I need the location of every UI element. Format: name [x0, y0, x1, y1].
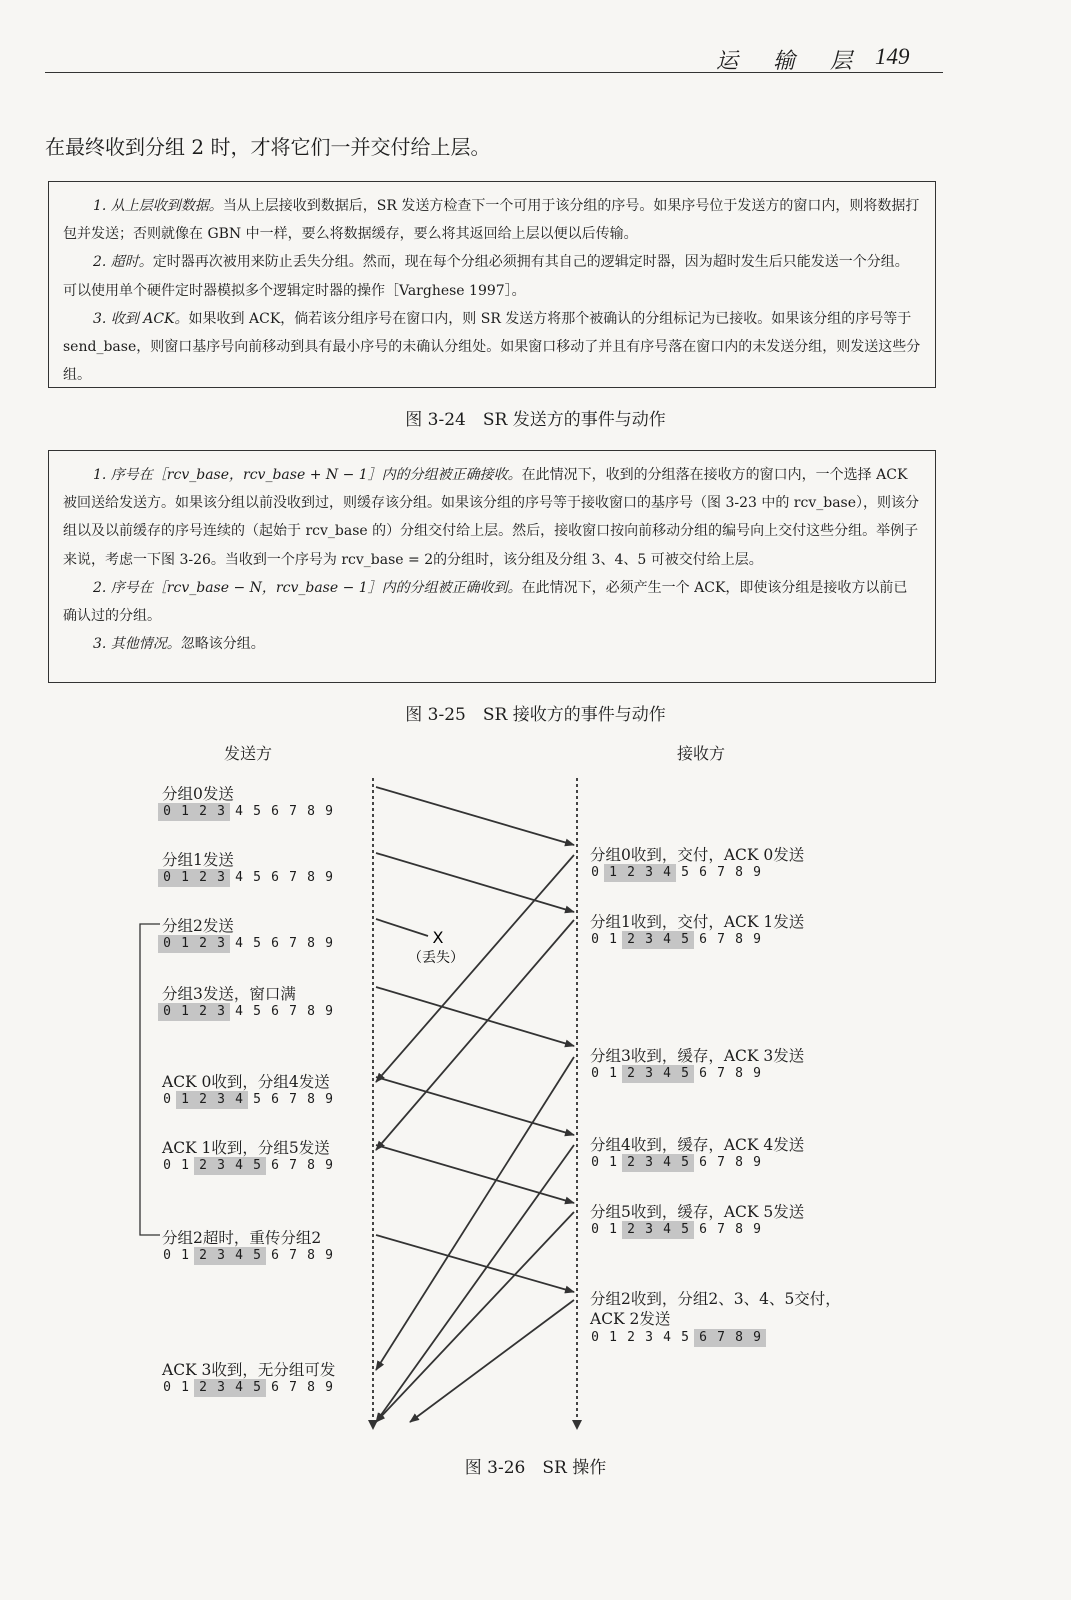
sequence-number: 8	[735, 1155, 743, 1170]
sequence-number: 1	[176, 1003, 194, 1021]
sequence-number: 0	[158, 869, 176, 887]
sequence-number: 4	[235, 1004, 243, 1019]
sequence-number: 1	[176, 803, 194, 821]
sequence-number: 9	[325, 1004, 333, 1019]
sequence-number: 4	[663, 1330, 671, 1345]
receiver-event-label: 分组2收到，分组2、3、4、5交付，	[590, 1290, 841, 1308]
timeout-bracket	[140, 924, 160, 1235]
receiver-sequence-window	[586, 1221, 766, 1239]
sequence-number: 9	[325, 804, 333, 819]
loss-label: （丢失）	[408, 950, 464, 966]
sequence-number: 8	[307, 1004, 315, 1019]
sender-sequence-window	[158, 1379, 338, 1397]
sequence-number: 6	[699, 1066, 707, 1081]
ack-1-arrow	[376, 920, 574, 1150]
receiver-event-label: 分组5收到，缓存，ACK 5发送	[590, 1203, 805, 1221]
data-packet-0-arrow	[376, 787, 574, 845]
receiver-sequence-window	[586, 1065, 766, 1083]
receiver-event-3-heading: 3. 其他情况。	[93, 636, 181, 653]
sequence-number: 2	[627, 1330, 635, 1345]
sequence-number: 5	[681, 865, 689, 880]
sequence-number: 5	[676, 1221, 694, 1239]
sequence-number: 1	[176, 1091, 194, 1109]
sequence-number: 4	[230, 1091, 248, 1109]
sender-event-3-heading: 3. 收到 ACK。	[93, 310, 189, 327]
sequence-number: 3	[212, 1379, 230, 1397]
page-number: 149	[875, 44, 910, 69]
receiver-event-label-line2: ACK 2发送	[590, 1310, 671, 1328]
sequence-number: 1	[609, 1222, 617, 1237]
sender-event-label: ACK 1收到，分组5发送	[162, 1139, 330, 1157]
sequence-number: 2	[622, 1154, 640, 1172]
sender-sequence-window	[158, 869, 338, 887]
sequence-number: 9	[325, 1158, 333, 1173]
sequence-number: 6	[699, 1155, 707, 1170]
sender-sequence-window	[158, 803, 338, 821]
sequence-number: 1	[609, 932, 617, 947]
receiver-column-title: 接收方	[677, 744, 726, 763]
sequence-number: 3	[640, 864, 658, 882]
sequence-number: 4	[658, 1065, 676, 1083]
sequence-number: 9	[753, 1222, 761, 1237]
sequence-number: 7	[289, 1158, 297, 1173]
sequence-number: 1	[609, 1330, 617, 1345]
sequence-number: 2	[194, 803, 212, 821]
sequence-number: 7	[289, 1092, 297, 1107]
receiver-event-2-text: 在此情况下，必须产生一个 ACK，即使该分组是接收方以前已确认过的分组。	[63, 579, 908, 625]
sequence-number: 5	[253, 804, 261, 819]
sender-event-label: ACK 3收到，无分组可发	[162, 1361, 336, 1379]
sequence-number: 8	[735, 1066, 743, 1081]
sequence-number: 4	[658, 931, 676, 949]
sequence-number: 2	[194, 1003, 212, 1021]
sequence-number: 8	[307, 1158, 315, 1173]
running-header-title: 运 输 层	[716, 49, 866, 74]
data-packet-5-arrow	[376, 1145, 574, 1203]
sequence-number: 8	[307, 936, 315, 951]
receiver-sequence-window	[586, 864, 766, 882]
sequence-number: 5	[253, 1004, 261, 1019]
receiver-event-1-heading: 1. 序号在［rcv_base，rcv_base + N − 1］内的分组被正确接收。	[93, 467, 522, 483]
data-packet-3-arrow	[376, 987, 574, 1046]
sequence-number: 6	[271, 1380, 279, 1395]
sequence-number: 0	[163, 1248, 171, 1263]
sequence-number: 7	[289, 936, 297, 951]
sequence-number: 9	[753, 932, 761, 947]
sequence-number: 5	[676, 931, 694, 949]
sequence-number: 7	[717, 865, 725, 880]
sender-sequence-window	[158, 1247, 338, 1265]
receiver-event-2-heading: 2. 序号在［rcv_base − N，rcv_base − 1］内的分组被正确收到。	[93, 579, 522, 596]
sequence-number: 8	[307, 870, 315, 885]
sender-event-3-text: 如果收到 ACK，倘若该分组序号在窗口内，则 SR 发送方将那个被确认的分组标记为已接收。如果该分组的序号等于 send_base，则窗口基序号向前移动到具有最小序号的未确认分组处。如果窗口移动了并且有序号落在窗口内的未发送分组，则发送这些分组。	[63, 310, 921, 384]
sequence-number: 4	[658, 1221, 676, 1239]
sequence-number: 6	[694, 1329, 712, 1347]
sequence-number: 6	[271, 936, 279, 951]
sequence-number: 8	[307, 1092, 315, 1107]
sequence-number: 8	[730, 1329, 748, 1347]
sequence-number: 2	[194, 935, 212, 953]
message-arrows	[376, 787, 574, 1422]
sequence-number: 6	[271, 804, 279, 819]
sender-event-1-heading: 1. 从上层收到数据。	[93, 198, 223, 214]
loss-mark: X	[432, 928, 444, 947]
sequence-number: 9	[753, 1155, 761, 1170]
ack-0-arrow	[376, 855, 574, 1082]
sequence-number: 7	[289, 1380, 297, 1395]
sender-sequence-window	[158, 935, 338, 953]
sequence-number: 5	[248, 1379, 266, 1397]
figure-3-24-caption: 图 3-24 SR 发送方的事件与动作	[405, 410, 666, 430]
sequence-number: 0	[163, 1092, 171, 1107]
sequence-number: 7	[717, 1222, 725, 1237]
sequence-number: 4	[235, 936, 243, 951]
receiver-event-label: 分组4收到，缓存，ACK 4发送	[590, 1136, 805, 1154]
figure-3-25-caption: 图 3-25 SR 接收方的事件与动作	[405, 705, 666, 725]
sequence-number: 8	[307, 804, 315, 819]
sequence-number: 1	[181, 1380, 189, 1395]
sequence-number: 7	[289, 1248, 297, 1263]
sequence-number: 3	[640, 1154, 658, 1172]
sequence-number: 8	[735, 865, 743, 880]
sender-event-1-text: 当从上层接收到数据后，SR 发送方检查下一个可用于该分组的序号。如果序号位于发送方的窗口内，则将数据打包并发送；否则就像在 GBN 中一样，要么将数据缓存，要么将其返回给上层以便以后传输。	[63, 198, 920, 243]
sequence-number: 2	[194, 1379, 212, 1397]
sequence-number: 3	[212, 1003, 230, 1021]
sender-event-label: 分组0发送	[162, 785, 234, 803]
sequence-number: 9	[325, 1380, 333, 1395]
sequence-number: 1	[181, 1158, 189, 1173]
sequence-number: 0	[591, 1330, 599, 1345]
data-packet-4-arrow	[376, 1077, 574, 1135]
sequence-number: 5	[676, 1154, 694, 1172]
sequence-number: 9	[325, 1248, 333, 1263]
sequence-number: 3	[212, 1247, 230, 1265]
sequence-number: 6	[699, 865, 707, 880]
sequence-number: 1	[609, 1066, 617, 1081]
sequence-number: 1	[176, 869, 194, 887]
sender-event-label: 分组2发送	[162, 917, 234, 935]
sequence-number: 1	[181, 1248, 189, 1263]
sequence-number: 3	[640, 1065, 658, 1083]
sequence-number: 8	[307, 1380, 315, 1395]
sequence-number: 0	[591, 1066, 599, 1081]
sequence-number: 2	[622, 931, 640, 949]
sender-event-label: 分组3发送，窗口满	[162, 985, 296, 1003]
receiver-event-label: 分组0收到，交付，ACK 0发送	[590, 846, 805, 864]
sequence-number: 5	[248, 1157, 266, 1175]
sequence-number: 4	[235, 804, 243, 819]
sequence-number: 9	[325, 936, 333, 951]
sequence-number: 1	[176, 935, 194, 953]
sender-event-label: 分组2超时，重传分组2	[162, 1229, 322, 1247]
receiver-event-label: 分组3收到，缓存，ACK 3发送	[590, 1047, 805, 1065]
receiver-sequence-window	[586, 1329, 766, 1347]
sequence-number: 2	[194, 1247, 212, 1265]
lost-packet-2-arrow	[376, 919, 428, 936]
sequence-number: 7	[717, 1066, 725, 1081]
sequence-number: 0	[158, 935, 176, 953]
sequence-number: 3	[212, 869, 230, 887]
sequence-number: 9	[325, 870, 333, 885]
sequence-number: 0	[158, 803, 176, 821]
sender-sequence-window	[158, 1003, 338, 1021]
sequence-number: 3	[212, 1157, 230, 1175]
sequence-number: 6	[699, 1222, 707, 1237]
receiver-event-label: 分组1收到，交付，ACK 1发送	[590, 913, 805, 931]
sequence-number: 5	[676, 1065, 694, 1083]
receiver-timeline-arrowhead	[572, 1420, 582, 1430]
sequence-number: 8	[307, 1248, 315, 1263]
sequence-number: 7	[712, 1329, 730, 1347]
sender-column-title: 发送方	[224, 744, 273, 763]
data-packet-1-arrow	[376, 853, 574, 912]
sequence-number: 5	[253, 870, 261, 885]
sequence-number: 1	[609, 1155, 617, 1170]
sequence-number: 9	[753, 1066, 761, 1081]
sequence-number: 4	[230, 1157, 248, 1175]
sequence-number: 2	[622, 1065, 640, 1083]
sequence-number: 7	[289, 1004, 297, 1019]
sequence-number: 2	[194, 1157, 212, 1175]
sequence-number: 3	[640, 1221, 658, 1239]
sequence-number: 1	[604, 864, 622, 882]
sequence-number: 5	[253, 936, 261, 951]
sequence-number: 9	[753, 865, 761, 880]
receiver-event-1-text: 在此情况下，收到的分组落在接收方的窗口内，一个选择 ACK 被回送给发送方。如果该分组以前没收到过，则缓存该分组。如果该分组的序号等于接收窗口的基序号（图 3-23 中的 rcv_base），则该分组以及以前缓存的序号连续的（起始于 rcv_base 的）分组交付给上层。然后，接收窗口按向前移动分组的编号向上交付这些分组。举例子来说，考虑一下图 3-26。当收到一个序号为 rcv_base = 2的分组时，该分组及分组 3、4、5 可被交付给上层。	[63, 467, 920, 568]
sequence-number: 3	[212, 935, 230, 953]
sequence-number: 0	[163, 1380, 171, 1395]
sequence-number: 5	[248, 1247, 266, 1265]
sequence-number: 9	[325, 1092, 333, 1107]
sequence-number: 8	[735, 1222, 743, 1237]
sequence-number: 6	[271, 1158, 279, 1173]
sequence-number: 4	[230, 1379, 248, 1397]
sequence-number: 6	[271, 1248, 279, 1263]
sender-event-2-text: 定时器再次被用来防止丢失分组。然而，现在每个分组必须拥有其自己的逻辑定时器，因为超时发生后只能发送一个分组。可以使用单个硬件定时器模拟多个逻辑定时器的操作［Varghese 1997］。	[63, 254, 909, 299]
sequence-number: 3	[640, 931, 658, 949]
figure-3-26-caption: 图 3-26 SR 操作	[464, 1458, 607, 1478]
receiver-sequence-window	[586, 931, 766, 949]
sequence-number: 7	[717, 932, 725, 947]
sequence-number: 8	[735, 932, 743, 947]
sequence-number: 3	[645, 1330, 653, 1345]
receiver-event-3-text: 忽略该分组。	[180, 636, 265, 653]
sender-sequence-window	[158, 1091, 338, 1109]
sequence-number: 4	[658, 864, 676, 882]
sequence-number: 6	[271, 870, 279, 885]
lead-paragraph: 在最终收到分组 2 时，才将它们一并交付给上层。	[45, 135, 491, 159]
sequence-number: 2	[622, 864, 640, 882]
sequence-number: 0	[158, 1003, 176, 1021]
sequence-number: 0	[591, 932, 599, 947]
sequence-number: 7	[717, 1155, 725, 1170]
sequence-number: 3	[212, 1091, 230, 1109]
sequence-number: 7	[289, 804, 297, 819]
sequence-number: 6	[271, 1092, 279, 1107]
sequence-number: 0	[591, 865, 599, 880]
receiver-sequence-window	[586, 1154, 766, 1172]
sender-sequence-window	[158, 1157, 338, 1175]
sequence-number: 2	[622, 1221, 640, 1239]
sequence-number: 4	[235, 870, 243, 885]
sequence-number: 5	[253, 1092, 261, 1107]
sequence-number: 3	[212, 803, 230, 821]
sequence-number: 2	[194, 869, 212, 887]
sender-event-label: ACK 0收到，分组4发送	[162, 1073, 330, 1091]
sequence-number: 5	[681, 1330, 689, 1345]
sender-event-2-heading: 2. 超时。	[93, 254, 153, 271]
sequence-number: 7	[289, 870, 297, 885]
sequence-number: 0	[163, 1158, 171, 1173]
sequence-number: 0	[591, 1222, 599, 1237]
sequence-number: 4	[230, 1247, 248, 1265]
sequence-number: 4	[658, 1154, 676, 1172]
sequence-number: 6	[699, 932, 707, 947]
sender-event-label: 分组1发送	[162, 851, 234, 869]
sequence-number: 6	[271, 1004, 279, 1019]
sequence-number: 2	[194, 1091, 212, 1109]
sequence-number: 0	[591, 1155, 599, 1170]
sequence-number: 9	[748, 1329, 766, 1347]
